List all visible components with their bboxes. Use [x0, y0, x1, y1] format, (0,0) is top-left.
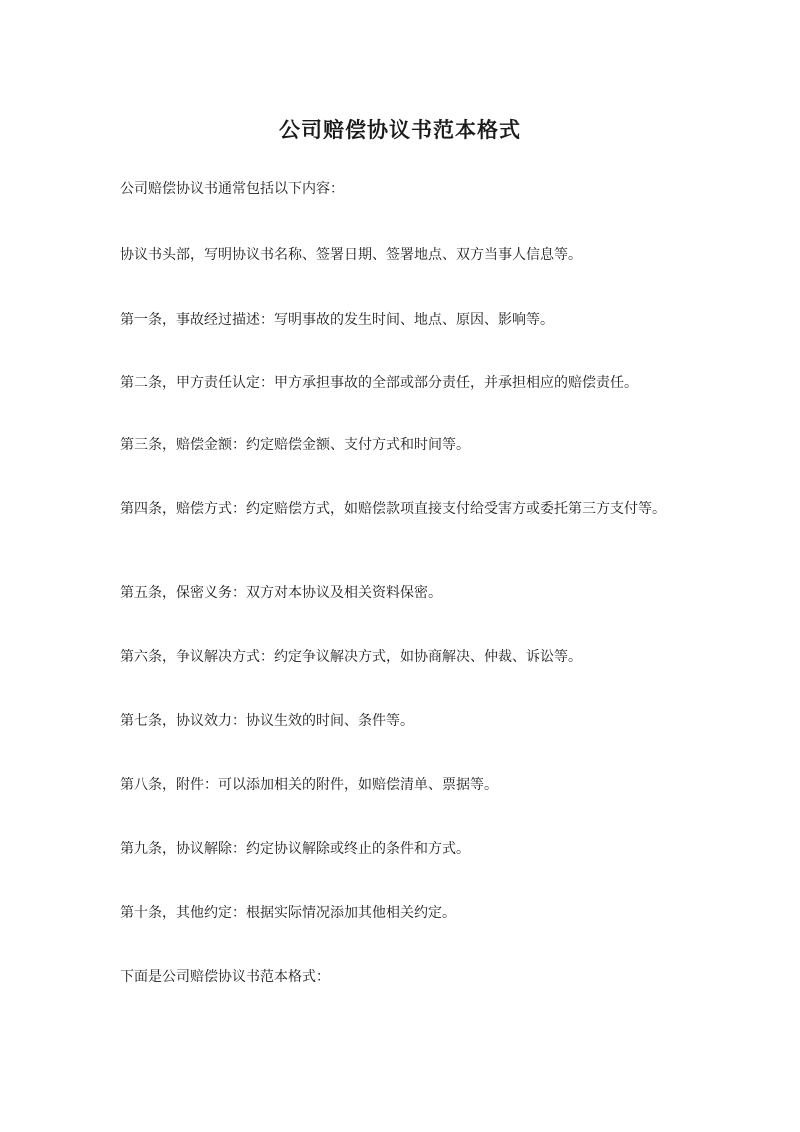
paragraph-article-2: 第二条，甲方责任认定：甲方承担事故的全部或部分责任，并承担相应的赔偿责任。	[120, 375, 638, 391]
paragraph-article-4: 第四条，赔偿方式：约定赔偿方式，如赔偿款项直接支付给受害方或委托第三方支付等。	[120, 501, 666, 517]
paragraph-header: 协议书头部，写明协议书名称、签署日期、签署地点、双方当事人信息等。	[120, 247, 582, 263]
paragraph-article-8: 第八条，附件：可以添加相关的附件，如赔偿清单、票据等。	[120, 777, 498, 793]
paragraph-article-5: 第五条，保密义务：双方对本协议及相关资料保密。	[120, 585, 442, 601]
page-title: 公司赔偿协议书范本格式	[279, 117, 521, 142]
paragraph-article-9: 第九条，协议解除：约定协议解除或终止的条件和方式。	[120, 841, 470, 857]
paragraph-article-3: 第三条，赔偿金额：约定赔偿金额、支付方式和时间等。	[120, 437, 470, 453]
paragraph-article-1: 第一条，事故经过描述：写明事故的发生时间、地点、原因、影响等。	[120, 312, 554, 328]
paragraph-article-10: 第十条，其他约定：根据实际情况添加其他相关约定。	[120, 905, 456, 921]
paragraph-article-7: 第七条，协议效力：协议生效的时间、条件等。	[120, 713, 414, 729]
paragraph-article-6: 第六条，争议解决方式：约定争议解决方式，如协商解决、仲裁、诉讼等。	[120, 649, 582, 665]
paragraph-intro: 公司赔偿协议书通常包括以下内容：	[120, 181, 344, 197]
paragraph-closing: 下面是公司赔偿协议书范本格式：	[120, 969, 330, 985]
